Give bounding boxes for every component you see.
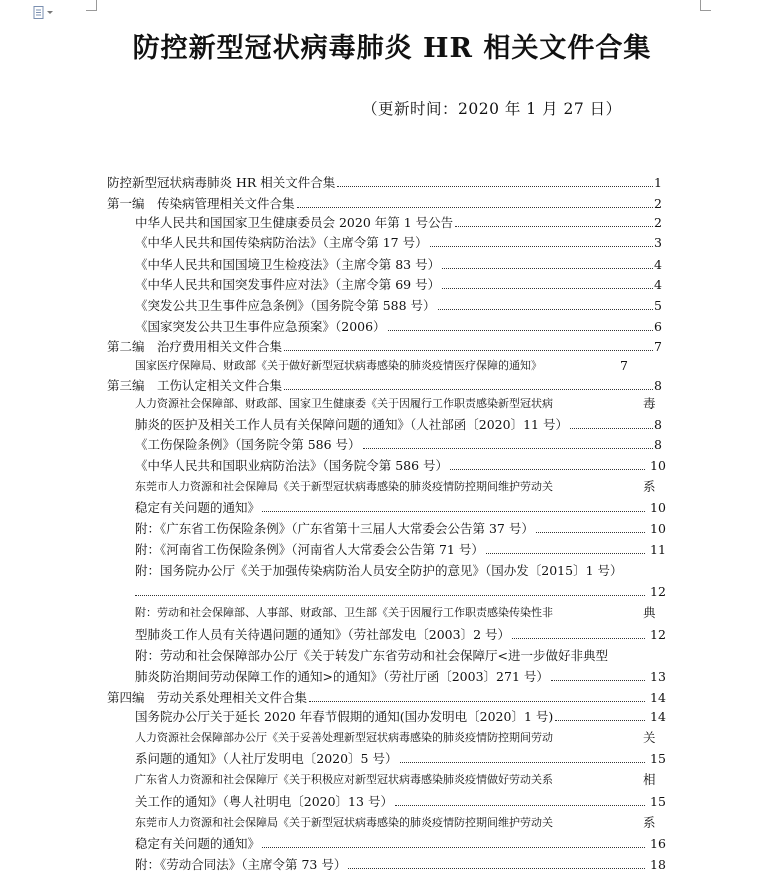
toc-wrapped-char: 毒 [643, 396, 656, 411]
toc-page-number: 12 [650, 584, 666, 599]
toc-entry-title: 东莞市人力资源和社会保障局《关于新型冠状病毒感染的肺炎疫情防控期间维护劳动关 [135, 480, 553, 493]
toc-entry-title: 《国家突发公共卫生事件应急预案》（2006） [135, 319, 386, 334]
toc-entry[interactable] [0, 415, 784, 435]
toc-dot-leader [455, 226, 652, 227]
toc-wrapped-char: 系 [643, 815, 656, 830]
toc-entry[interactable] [0, 813, 784, 833]
toc-page-number: 10 [650, 521, 666, 536]
toc-page-number: 5 [654, 298, 662, 313]
toc-page-number: 1 [654, 175, 662, 190]
toc-entry[interactable] [0, 625, 784, 645]
toc-page-number: 10 [650, 458, 666, 473]
toc-entry[interactable] [0, 540, 784, 560]
toc-page-number: 8 [654, 437, 662, 452]
toc-dot-leader [284, 350, 652, 351]
toc-entry-title: 《突发公共卫生事件应急条例》（国务院令第 588 号） [135, 298, 436, 313]
toc-entry[interactable] [0, 255, 784, 275]
toc-entry-title: 附：国务院办公厅《关于加强传染病防治人员安全防护的意见》（国办发〔2015〕1 号） [135, 563, 623, 578]
toc-entry-title: 国家医疗保障局、财政部《关于做好新型冠状病毒感染的肺炎疫情医疗保障的通知》 [135, 359, 542, 372]
toc-entry-title: 附：《广东省工伤保险条例》（广东省第十三届人大常委会公告第 37 号） [135, 521, 534, 536]
toc-entry[interactable] [0, 376, 784, 396]
toc-page-number: 2 [654, 196, 662, 211]
toc-page-number: 2 [654, 215, 662, 230]
toc-entry-title: 稳定有关问题的通知》 [135, 836, 261, 851]
toc-entry-title: 《中华人民共和国传染病防治法》（主席令第 17 号） [135, 235, 428, 250]
toc-entry[interactable] [0, 356, 784, 376]
toc-dot-leader [400, 762, 646, 763]
toc-entry[interactable] [0, 728, 784, 748]
toc-page-number: 8 [654, 417, 662, 432]
toc-wrapped-char: 相 [643, 772, 656, 787]
toc-entry[interactable] [0, 456, 784, 476]
toc-page-number: 12 [650, 627, 666, 642]
toc-entry[interactable] [0, 194, 784, 214]
toc-entry[interactable] [0, 498, 784, 518]
toc-page-number: 18 [650, 857, 666, 872]
toc-entry[interactable] [0, 749, 784, 769]
document-title: 防控新型冠状病毒肺炎 HR 相关文件合集 [132, 33, 652, 64]
toc-page-number: 4 [654, 257, 662, 272]
toc-entry[interactable] [0, 296, 784, 316]
update-date: （更新时间：2020 年 1 月 27 日） [362, 100, 622, 118]
toc-entry-title: 肺炎防治期间劳动保障工作的通知>的通知》（劳社厅函〔2003〕271 号） [135, 669, 549, 684]
toc-entry[interactable] [0, 792, 784, 812]
toc-entry-title: 人力资源社会保障部、财政部、国家卫生健康委《关于因履行工作职责感染新型冠状病 [135, 397, 553, 410]
toc-dot-leader [309, 701, 645, 702]
toc-entry-title: 附：《劳动合同法》（主席令第 73 号） [135, 857, 347, 872]
toc-dot-leader [551, 680, 645, 681]
toc-dot-leader [512, 638, 645, 639]
toc-dot-leader [337, 186, 652, 187]
toc-entry[interactable] [0, 834, 784, 854]
toc-entry[interactable] [0, 173, 784, 193]
toc-entry-title: 附：《河南省工伤保险条例》（河南省人大常委会公告第 71 号） [135, 542, 484, 557]
toc-entry[interactable] [0, 477, 784, 497]
toc-page-number: 6 [654, 319, 662, 334]
toc-page-number: 16 [650, 836, 666, 851]
toc-entry[interactable] [0, 337, 784, 357]
toc-entry-title: 国务院办公厅关于延长 2020 年春节假期的通知(国办发明电〔2020〕1 号) [135, 709, 554, 724]
toc-entry-title: 中华人民共和国国家卫生健康委员会 2020 年第 1 号公告 [135, 215, 454, 230]
toc-entry-title: 《中华人民共和国突发事件应对法》（主席令第 69 号） [135, 277, 441, 292]
toc-page-number: 13 [650, 669, 666, 684]
toc-dot-leader [262, 511, 645, 512]
toc-dot-leader [395, 805, 645, 806]
toc-page-number: 11 [650, 542, 666, 557]
toc-entry[interactable] [0, 582, 784, 602]
toc-entry-title: 系问题的通知》（人社厅发明电〔2020〕5 号） [135, 751, 398, 766]
toc-page-number: 10 [650, 500, 666, 515]
toc-page-number: 7 [654, 339, 662, 354]
toc-page-number: 15 [650, 751, 666, 766]
toc-dot-leader [297, 207, 653, 208]
toc-dot-leader [442, 288, 652, 289]
toc-entry-title: 人力资源社会保障部办公厅《关于妥善处理新型冠状病毒感染的肺炎疫情防控期间劳动 [135, 731, 553, 744]
toc-entry[interactable] [0, 707, 784, 727]
toc-entry-title: 防控新型冠状病毒肺炎 HR 相关文件合集 [107, 175, 336, 190]
toc-entry-title: 东莞市人力资源和社会保障局《关于新型冠状病毒感染的肺炎疫情防控期间维护劳动关 [135, 816, 553, 829]
toc-dot-leader [450, 469, 645, 470]
toc-dot-leader [348, 868, 645, 869]
toc-dot-leader [570, 428, 653, 429]
toc-page-number: 14 [650, 709, 666, 724]
toc-page-number: 14 [650, 690, 666, 705]
toc-entry[interactable] [0, 561, 784, 581]
toc-entry-title: 广东省人力资源和社会保障厅《关于积极应对新型冠状病毒感染肺炎疫情做好劳动关系 [135, 773, 553, 786]
toc-entry[interactable] [0, 275, 784, 295]
toc-page-number: 3 [654, 235, 662, 250]
toc-entry[interactable] [0, 233, 784, 253]
toc-entry-title: 肺炎的医护及相关工作人员有关保障问题的通知》（人社部函〔2020〕11 号） [135, 417, 568, 432]
toc-entry-title: 《中华人民共和国职业病防治法》（国务院令第 586 号） [135, 458, 449, 473]
toc-entry[interactable] [0, 855, 784, 875]
toc-dot-leader [284, 389, 652, 390]
toc-dot-leader [363, 448, 653, 449]
toc-dot-leader [262, 847, 645, 848]
toc-entry[interactable] [0, 688, 784, 708]
toc-dot-leader [388, 330, 653, 331]
toc-entry[interactable] [0, 394, 784, 414]
toc-dot-leader [486, 553, 645, 554]
toc-entry[interactable] [0, 603, 784, 623]
toc-entry-title: 第一编 传染病管理相关文件合集 [107, 196, 295, 211]
toc-entry-title: 稳定有关问题的通知》 [135, 500, 261, 515]
toc-page-number: 8 [654, 378, 662, 393]
toc-dot-leader [135, 595, 645, 596]
toc-page-number: 15 [650, 794, 666, 809]
toc-entry[interactable] [0, 646, 784, 666]
toc-dot-leader [536, 532, 645, 533]
toc-entry[interactable] [0, 667, 784, 687]
toc-page-number: 7 [620, 358, 628, 373]
toc-entry[interactable] [0, 770, 784, 790]
toc-entry-title: 关工作的通知》（粤人社明电〔2020〕13 号） [135, 794, 393, 809]
toc-page-number: 4 [654, 277, 662, 292]
toc-entry-title: 第四编 劳动关系处理相关文件合集 [107, 690, 308, 705]
toc-dot-leader [442, 268, 652, 269]
toc-dot-leader [430, 246, 653, 247]
toc-entry-title: 第三编 工伤认定相关文件合集 [107, 378, 283, 393]
toc-entry[interactable] [0, 213, 784, 233]
toc-wrapped-char: 典 [643, 605, 656, 620]
toc-wrapped-char: 关 [643, 730, 656, 745]
toc-wrapped-char: 系 [643, 479, 656, 494]
toc-dot-leader [438, 309, 653, 310]
toc-entry-title: 《中华人民共和国国境卫生检疫法》（主席令第 83 号） [135, 257, 441, 272]
toc-entry-title: 附：劳动和社会保障部、人事部、财政部、卫生部《关于因履行工作职责感染传染性非 [135, 606, 553, 619]
toc-dot-leader [555, 720, 645, 721]
toc-entry[interactable] [0, 317, 784, 337]
toc-entry-title: 附：劳动和社会保障部办公厅《关于转发广东省劳动和社会保障厅<进一步做好非典型 [135, 648, 608, 663]
toc-entry-title: 型肺炎工作人员有关待遇问题的通知》（劳社部发电〔2003〕2 号） [135, 627, 510, 642]
toc-entry[interactable] [0, 435, 784, 455]
toc-entry-title: 《工伤保险条例》（国务院令第 586 号） [135, 437, 361, 452]
toc-entry[interactable] [0, 519, 784, 539]
toc-entry-title: 第二编 治疗费用相关文件合集 [107, 339, 283, 354]
